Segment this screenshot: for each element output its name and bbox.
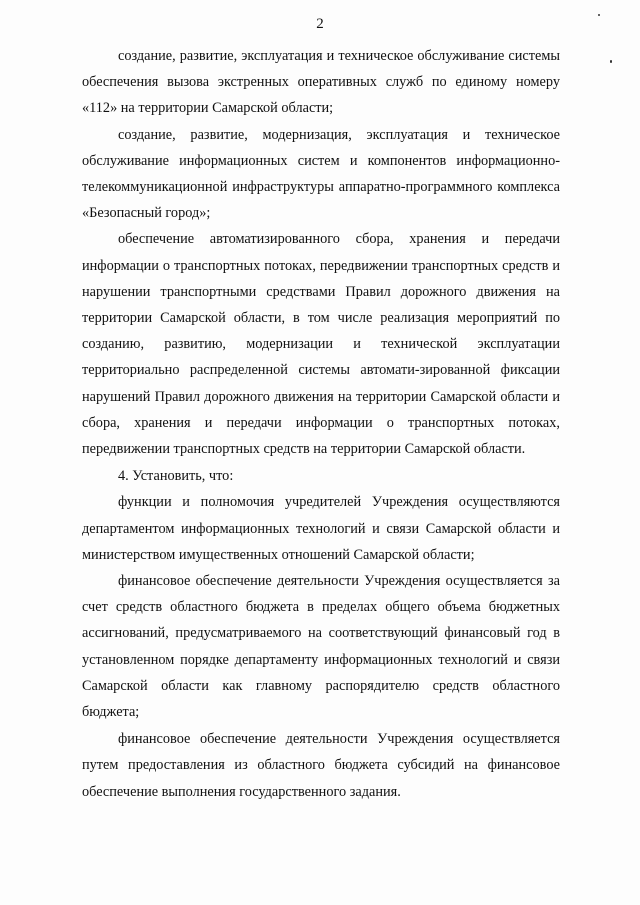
page-number: 2 bbox=[316, 16, 324, 32]
paragraph-112-system: создание, развитие, эксплуатация и техническое обслуживание системы обеспечения вызова экстренных оперативных служб по единому номеру «112» на территории Самарской области; bbox=[82, 48, 560, 117]
paragraph-section-4: 4. Установить, что: bbox=[118, 468, 234, 485]
paragraph-founders: функции и полномочия учредителей Учреждения осуществляются департаментом информационных технологий и связи Самарской области и министерством имущественных отношений Самарской области; bbox=[82, 494, 560, 563]
document-body bbox=[82, 43, 560, 805]
paragraph-budget-funding: финансовое обеспечение деятельности Учреждения осуществляется за счет средств областного бюджета в пределах общего объема бюджетных ассигнований, предусматриваемого на соответствующий финансовый год в установленном порядке департаменту информационных технологий и связи Самарской области как главному распорядителю средств областного бюджета; bbox=[82, 573, 560, 721]
paragraph-traffic-info: обеспечение автоматизированного сбора, хранения и передачи информации о транспортных потоках, передвижении транспортных средств и нарушении транспортными средствами Правил дорожного движения на территории Самарской области, в том числе реализация мероприятий по созданию, развитию, модернизации и технической эксплуатации территориально распределенной системы автомати-зированной фиксации нарушений Правил дорожного движения на территории Самарской области и сбора, хранения и передачи информации о транспортных потоках, передвижении транспортных средств на территории Самарской области. bbox=[82, 231, 560, 458]
paragraph-safe-city: создание, развитие, модернизация, эксплуатация и техническое обслуживание информационных систем и компонентов информационно-телекоммуникационной инфраструктуры аппаратно-программного комплекса «Безопасный город»; bbox=[82, 126, 560, 222]
scan-speck bbox=[598, 14, 600, 16]
scan-speck bbox=[610, 60, 612, 63]
paragraph-subsidies: финансовое обеспечение деятельности Учреждения осуществляется путем предоставления из областного бюджета субсидий на финансовое обеспечение выполнения государственного задания. bbox=[82, 731, 560, 800]
